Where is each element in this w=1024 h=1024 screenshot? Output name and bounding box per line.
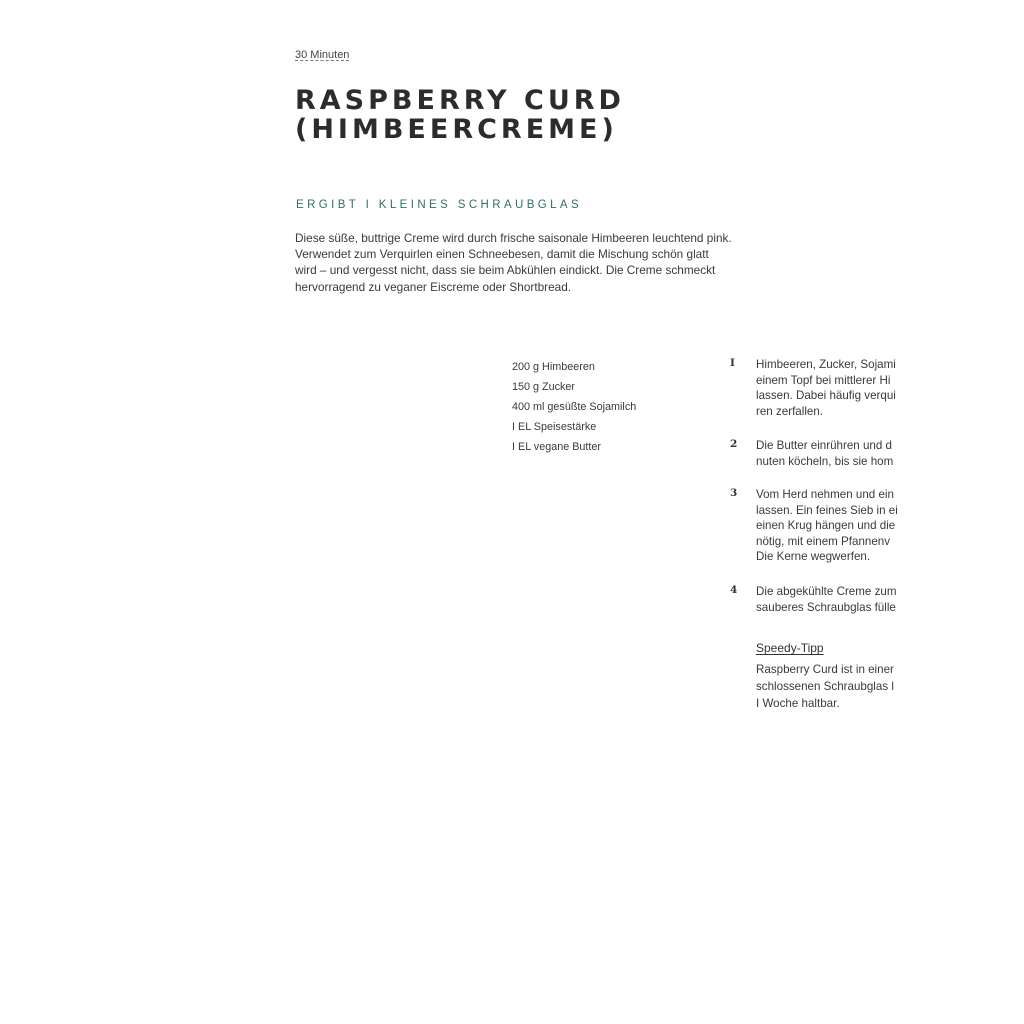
step-line: Die Kerne wegwerfen. [756, 550, 871, 563]
step-line: Die abgekühlte Creme zum [756, 585, 897, 598]
step-number: 3 [730, 487, 738, 499]
step-line: lassen. Dabei häufig verqui [756, 389, 896, 402]
recipe-yield: ERGIBT I KLEINES SCHRAUBGLAS [296, 199, 583, 211]
step-line: nuten köcheln, bis sie hom [756, 454, 894, 468]
intro-line: Verwendet zum Verquirlen einen Schneebesen, damit die Mischung schön glatt [295, 247, 709, 262]
step-line: einem Topf bei mittlerer Hi [756, 373, 891, 387]
ingredient-item: 400 ml gesüßte Sojamilch [512, 401, 637, 413]
tip-text [756, 661, 894, 712]
tip-title: Speedy-Tipp [756, 641, 824, 655]
ingredient-list [512, 357, 636, 457]
step-text [756, 438, 893, 469]
step-line: ren zerfallen. [756, 404, 824, 418]
intro-line: Diese süße, buttrige Creme wird durch frische saisonale Himbeeren leuchtend pink. [295, 231, 732, 245]
intro-line: hervorragend zu veganer Eiscreme oder Shortbread. [295, 279, 572, 294]
recipe-title-line-2: (HIMBEERCREME) [295, 114, 618, 145]
step-line: Die Butter einrühren und d [756, 439, 892, 452]
step-text [756, 357, 896, 419]
prep-time: 30 Minuten [295, 49, 350, 61]
step-line: nötig, mit einem Pfannenv [756, 534, 891, 548]
step-line: sauberes Schraubglas fülle [756, 600, 896, 614]
ingredient-item: 150 g Zucker [512, 381, 576, 393]
recipe-title [295, 86, 625, 144]
ingredient-item: I EL Speisestärke [512, 421, 597, 433]
step-line: einen Krug hängen und die [756, 519, 896, 532]
step-text [756, 584, 896, 615]
intro-line: wird – und vergesst nicht, dass sie beim Abkühlen eindickt. Die Creme schmeckt [295, 263, 716, 278]
ingredient-item: 200 g Himbeeren [512, 361, 595, 373]
step-number: 2 [730, 438, 738, 450]
ingredient-item: I EL vegane Butter [512, 441, 602, 453]
step-text [756, 487, 898, 565]
step-line: Vom Herd nehmen und ein [756, 488, 894, 501]
tip-line: schlossenen Schraubglas l [756, 680, 894, 693]
intro-paragraph [295, 230, 935, 295]
tip-line: I Woche haltbar. [756, 697, 840, 710]
tip-line: Raspberry Curd ist in einer [756, 663, 894, 676]
step-number: 4 [730, 584, 738, 596]
step-line: lassen. Ein feines Sieb in ei [756, 503, 898, 517]
step-line: Himbeeren, Zucker, Sojami [756, 358, 896, 371]
recipe-title-line-1: RASPBERRY CURD [295, 85, 625, 116]
step-number: I [730, 357, 735, 369]
method-steps [725, 357, 950, 737]
